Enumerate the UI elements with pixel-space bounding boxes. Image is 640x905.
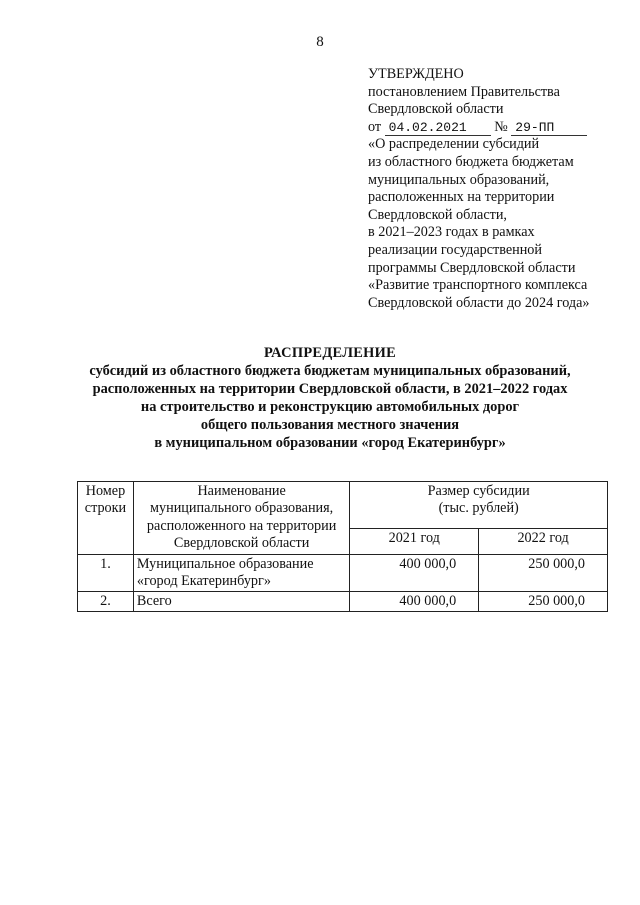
approval-desc-0: «О распределении субсидий xyxy=(368,136,540,153)
approval-desc-1: из областного бюджета бюджетам xyxy=(368,153,574,170)
number-prefix: № xyxy=(494,118,508,135)
approval-block xyxy=(368,66,618,312)
approval-line-1: постановлением Правительства xyxy=(368,83,560,100)
total-2021-value: 400 000,0 xyxy=(350,592,479,611)
date-prefix: от xyxy=(368,118,382,135)
row-2021-value: 400 000,0 xyxy=(350,554,479,592)
row-total-label: Всего xyxy=(133,592,349,611)
approval-desc-7: программы Свердловской области xyxy=(368,259,576,276)
header-row-number: Номер строки xyxy=(78,482,134,555)
approval-line-2: Свердловской области xyxy=(368,101,504,118)
header-municipality-name: Наименование муниципального образования, расположенного на территории Свердловской области xyxy=(133,482,349,555)
date-value: 04.02.2021 xyxy=(385,120,491,136)
table-row-total xyxy=(78,592,608,611)
row-number: 1. xyxy=(78,554,134,592)
heading-line-3: общего пользования местного значения xyxy=(200,417,460,433)
header-year-2021: 2021 год xyxy=(350,529,479,554)
approval-desc-2: муниципальных образований, xyxy=(368,171,550,188)
total-2022-value: 250 000,0 xyxy=(479,592,608,611)
approval-desc-3: расположенных на территории xyxy=(368,189,555,206)
table-header-row xyxy=(78,482,608,529)
approval-desc-6: реализации государственной xyxy=(368,241,542,258)
page-number: 8 xyxy=(316,34,324,50)
document-heading xyxy=(40,344,620,452)
approval-desc-4: Свердловской области, xyxy=(368,206,507,223)
heading-line-1: расположенных на территории Свердловской области, в 2021–2022 годах xyxy=(92,381,568,397)
heading-line-2: на строительство и реконструкцию автомобильных дорог xyxy=(140,399,520,415)
approval-desc-9: Свердловской области до 2024 года» xyxy=(368,294,590,311)
approval-title: УТВЕРЖДЕНО xyxy=(368,66,464,82)
table-row xyxy=(78,554,608,592)
row-2022-value: 250 000,0 xyxy=(479,554,608,592)
row-municipality: Муниципальное образование «город Екатеринбург» xyxy=(133,554,349,592)
subsidy-table xyxy=(77,481,608,612)
approval-desc-8: «Развитие транспортного комплекса xyxy=(368,277,588,294)
row-number: 2. xyxy=(78,592,134,611)
number-value: 29-ПП xyxy=(511,120,587,136)
header-year-2022: 2022 год xyxy=(479,529,608,554)
heading-line-0: субсидий из областного бюджета бюджетам муниципальных образований, xyxy=(89,363,571,379)
heading-line-4: в муниципальном образовании «город Екатеринбург» xyxy=(154,435,506,451)
approval-desc-5: в 2021–2023 годах в рамках xyxy=(368,224,535,241)
approval-date-line xyxy=(368,119,618,137)
header-subsidy-size: Размер субсидии (тыс. рублей) xyxy=(350,482,608,529)
document-title: РАСПРЕДЕЛЕНИЕ xyxy=(263,345,397,361)
